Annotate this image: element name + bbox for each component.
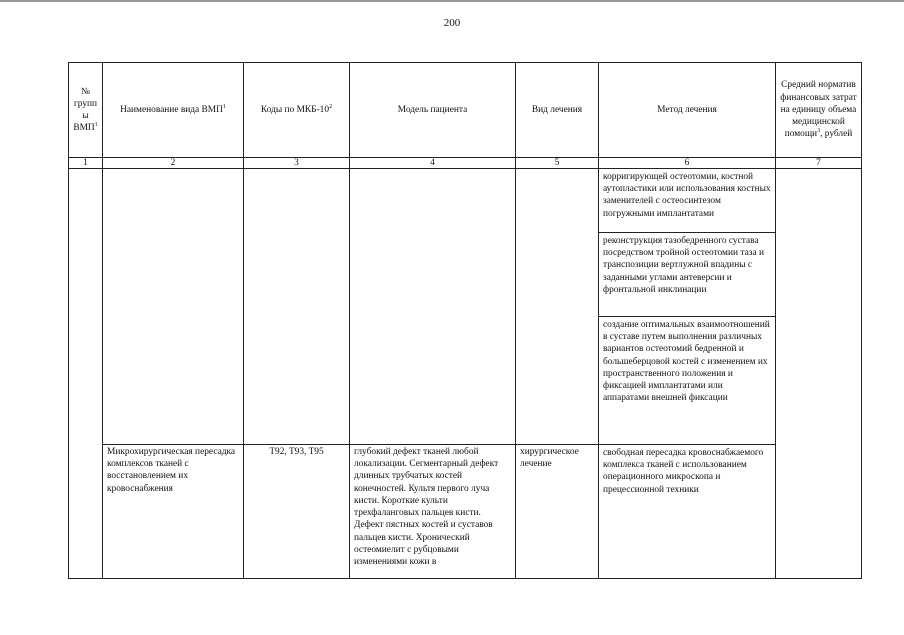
header-treatment-method: Метод лечения [599,63,776,158]
patient-model-cell [350,169,516,445]
column-number: 1 [69,158,103,169]
method-item: свободная пересадка кровоснабжаемого комплекса тканей с использованием операционного микроскопа и прецессионной техники [603,448,764,495]
vmp-table [68,62,862,579]
column-number: 3 [244,158,350,169]
icd-codes: T92, T93, T95 [269,447,324,457]
patient-model-cell [350,445,516,579]
treatment-type-cell [516,169,599,445]
icd-codes-cell [244,169,350,445]
header-row [69,63,862,158]
table-row [69,445,862,579]
header-group-number: № групп ы ВМП$^1$ [69,63,103,158]
column-number: 2 [103,158,244,169]
method-item: корригирующей остеотомии, костной аутопластики или использования костных заменителей с остеосинтезом погружными имплантатами [599,169,775,233]
vmp-name-cell [103,445,244,579]
column-number: 6 [599,158,776,169]
treatment-type-cell [516,445,599,579]
top-border-line [0,0,904,2]
icd-codes-cell [244,445,350,579]
method-item: реконструкция тазобедренного сустава посредством тройной остеотомии таза и транспозиции вертлужной впадины с заданными углами антеверсии и фронтальной инклинации [599,233,775,317]
header-patient-model: Модель пациента [350,63,516,158]
vmp-name-cell [103,169,244,445]
cost-norm-cell [776,169,862,579]
vmp-name: Микрохирургическая пересадка комплексов тканей с восстановлением их кровоснабжения [107,447,236,494]
header-cost-norm: Средний норматив финансовых затрат на единицу объема медицинской помощи$^3$, рублей [776,63,862,158]
column-number: 4 [350,158,516,169]
treatment-method-cell [599,169,776,445]
header-vmp-name: Наименование вида ВМП$^1$ [103,63,244,158]
group-number-cell [69,169,103,579]
column-number-row [69,158,862,169]
treatment-type: хирургическое лечение [520,447,579,470]
table-row [69,169,862,445]
column-number: 5 [516,158,599,169]
patient-model: глубокий дефект тканей любой локализации. Сегментарный дефект длинных трубчатых костей конечностей. Культя первого луча кисти. Короткие культи трехфаланговых пальцев кисти. Дефект пястных костей и суставов пальцев кисти. Хронический остеомиелит с рубцовыми изменениями кожи в [354,447,499,567]
header-icd-codes: Коды по МКБ-$10^2$ [244,63,350,158]
treatment-method-cell [599,445,776,579]
page-number: 200 [443,17,461,29]
header-treatment-type: Вид лечения [516,63,599,158]
column-number: 7 [776,158,862,169]
method-item: создание оптимальных взаимоотношений в суставе путем выполнения различных вариантов остеотомий бедренной и большеберцовой костей с изменением их пространственного положения и фиксацией имплантатами или аппаратами внешней фиксации [603,320,770,404]
